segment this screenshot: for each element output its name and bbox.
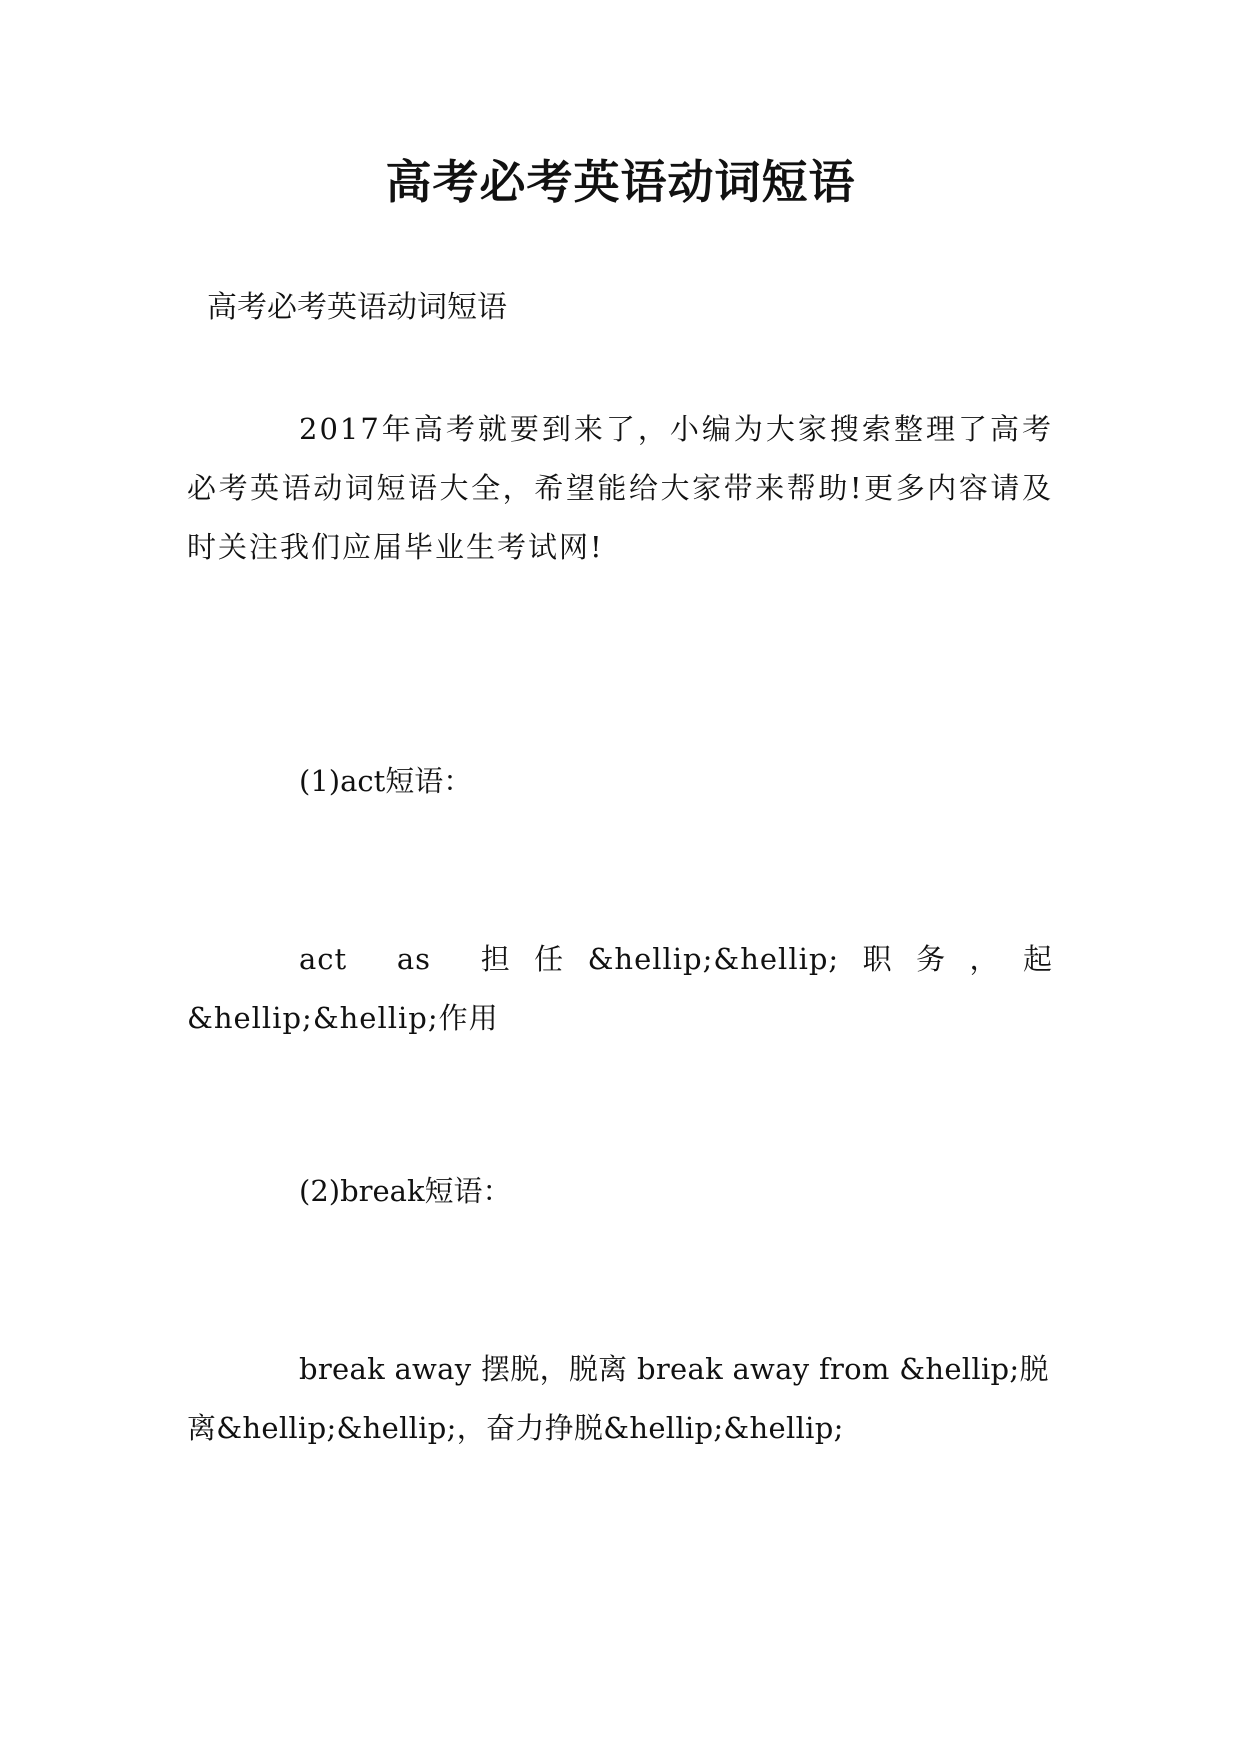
section-entry-act: act as 担任&hellip;&hellip;职务，起&hellip;&hellip;作用 (187, 942, 1053, 1035)
document-title: 高考必考英语动词短语 (385, 155, 856, 209)
section-heading-break: (2)break短语： (299, 1174, 512, 1208)
section-entry-break: break away 摆脱，脱离 break away from &hellip;脱离&hellip;&hellip;，奋力挣脱&hellip;&hellip; (187, 1352, 1049, 1445)
section-heading-act: (1)act短语： (299, 764, 473, 798)
intro-paragraph: 2017年高考就要到来了，小编为大家搜索整理了高考必考英语动词短语大全，希望能给大家带来帮助!更多内容请及时关注我们应届毕业生考试网! (187, 412, 1053, 564)
document-subtitle: 高考必考英语动词短语 (207, 290, 507, 325)
